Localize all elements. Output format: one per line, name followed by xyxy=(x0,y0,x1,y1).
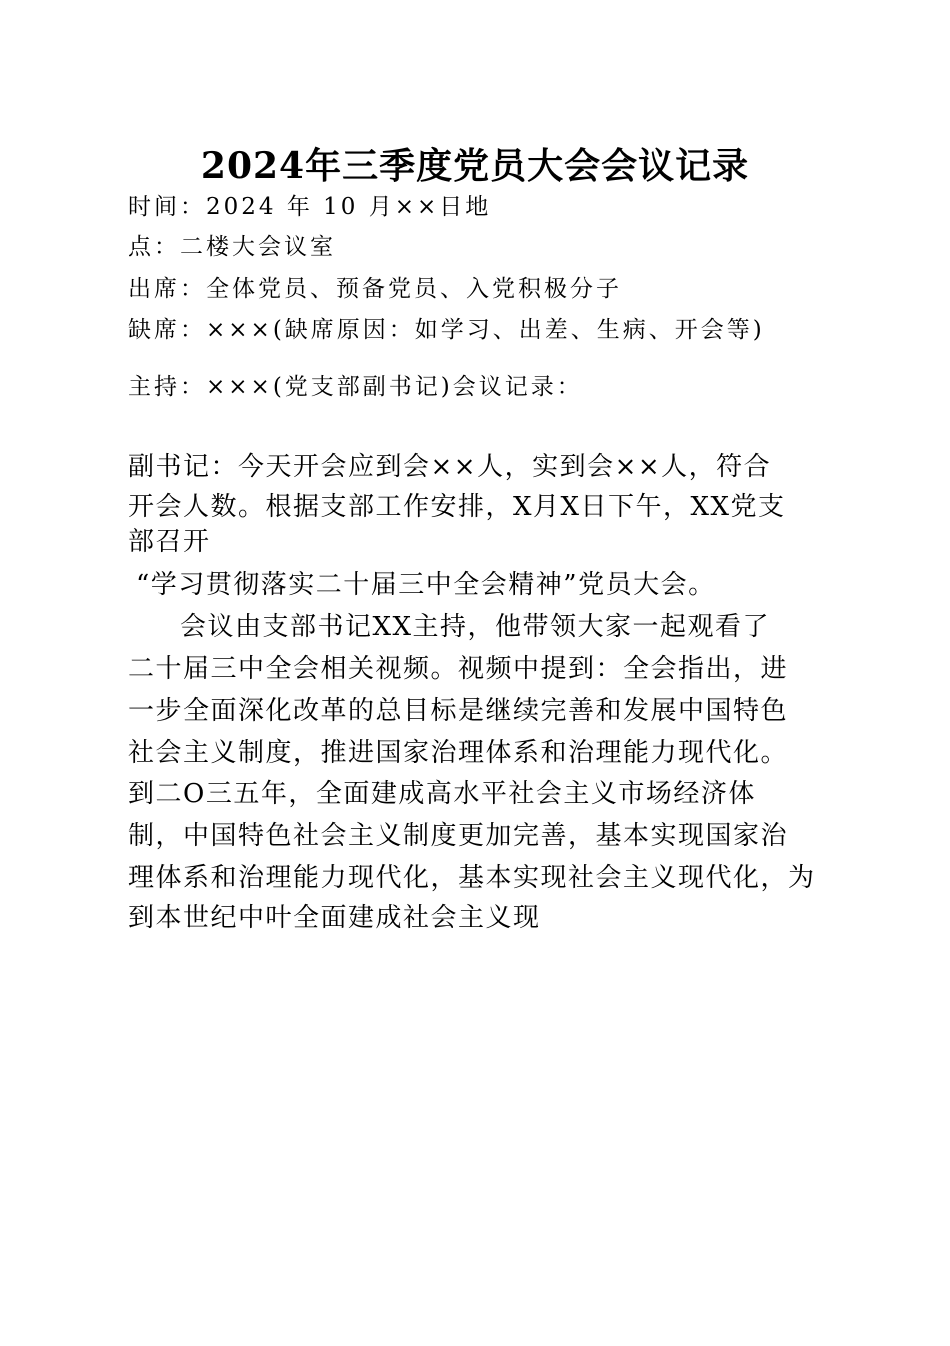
body-line: 部召开 xyxy=(128,527,211,557)
meeting-place-line: 点：二楼大会议室 xyxy=(128,234,336,260)
body-line: 二十届三中全会相关视频。视频中提到：全会指出，进 xyxy=(128,654,789,684)
body-line: 开会人数。根据支部工作安排，X月X日下午，XX党支 xyxy=(128,492,786,522)
body-line: 理体系和治理能力现代化，基本实现社会主义现代化，为 xyxy=(128,863,816,893)
body-line: 制，中国特色社会主义制度更加完善，基本实现国家治 xyxy=(128,821,789,851)
body-line: 社会主义制度，推进国家治理体系和治理能力现代化。 xyxy=(128,738,789,768)
body-line: 到二O三五年，全面建成高水平社会主义市场经济体 xyxy=(128,779,756,809)
body-line: 副书记：今天开会应到会××人，实到会××人，符合 xyxy=(128,452,772,482)
body-line: 一步全面深化改革的总目标是继续完善和发展中国特色 xyxy=(128,696,789,726)
attendance-line: 出席：全体党员、预备党员、入党积极分子 xyxy=(128,276,622,302)
body-line: “学习贯彻落实二十届三中全会精神”党员大会。 xyxy=(136,570,716,600)
absence-line: 缺席：×××(缺席原因：如学习、出差、生病、开会等) xyxy=(128,317,765,343)
document-title: 2024年三季度党员大会会议记录 xyxy=(200,145,750,187)
host-recorder-line: 主持：×××(党支部副书记)会议记录： xyxy=(128,374,583,400)
body-line: 会议由支部书记XX主持，他带领大家一起观看了 xyxy=(180,612,771,642)
body-line: 到本世纪中叶全面建成社会主义现 xyxy=(128,903,541,933)
meeting-time-line: 时间：2024 年 10 月××日地 xyxy=(128,194,492,220)
